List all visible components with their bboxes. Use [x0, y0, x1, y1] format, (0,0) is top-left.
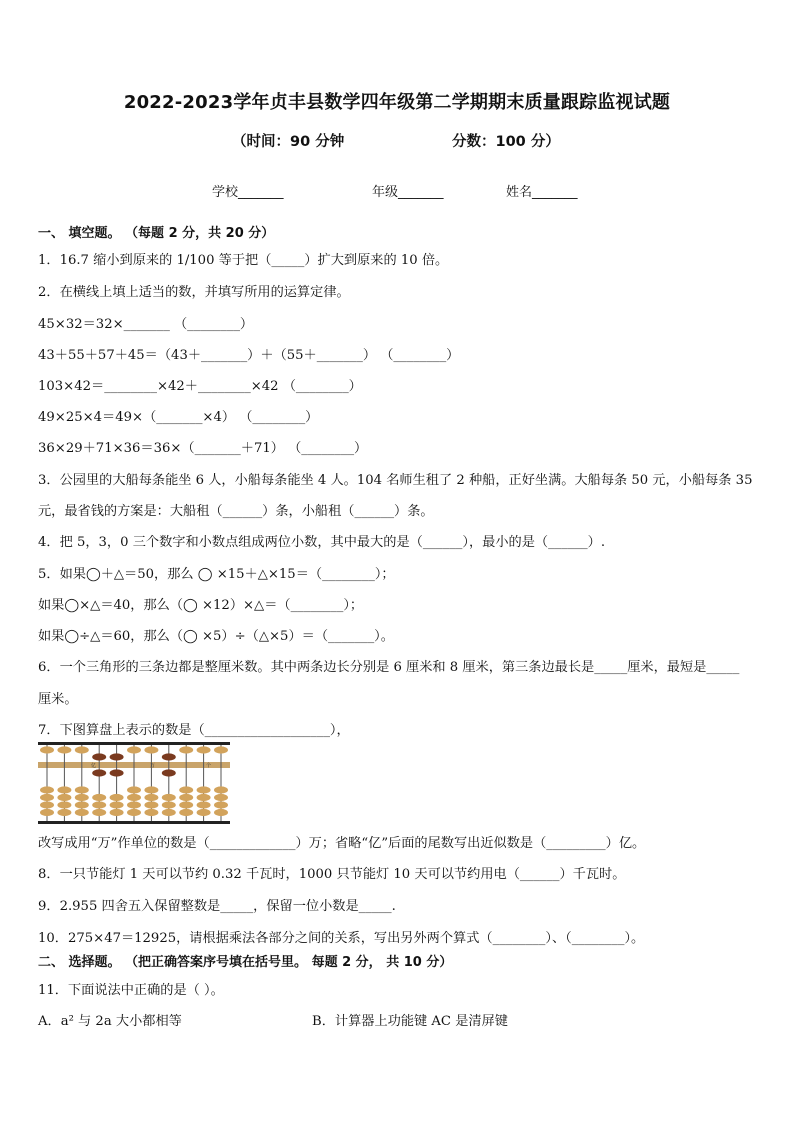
abacus-bead	[57, 786, 71, 793]
question-6-line1: 6．一个三角形的三条边都是整厘米数。其中两条边长分别是 6 厘米和 8 厘米，第三条边最长是_____厘米，最短是_____	[38, 660, 740, 675]
abacus-bead	[110, 753, 124, 760]
abacus-bead	[144, 786, 158, 793]
abacus-bead	[40, 746, 54, 753]
abacus-bead	[92, 801, 106, 808]
abacus-bead	[57, 801, 71, 808]
abacus-bead	[75, 809, 89, 816]
page-title: 2022-2023学年贞丰县数学四年级第二学期期末质量跟踪监视试题	[123, 92, 671, 113]
question-11-option-b: B．计算器上功能键 AC 是清屏键	[312, 1014, 508, 1029]
section-2-heading: 二、 选择题。 （把正确答案序号填在括号里。 每题 2 分， 共 10 分）	[38, 955, 453, 970]
abacus-bead	[179, 794, 193, 801]
abacus-rods	[40, 745, 228, 821]
abacus-bead	[162, 809, 176, 816]
question-2a: 45×32＝32×_______ （________）	[38, 317, 254, 332]
question-2b: 43＋55＋57＋45＝（43＋_______）＋（55＋_______） （________）	[38, 348, 460, 363]
abacus-bead	[144, 794, 158, 801]
abacus-bead	[214, 801, 228, 808]
abacus-bead	[127, 746, 141, 753]
abacus-bottom-frame	[38, 821, 230, 824]
abacus-bead	[57, 809, 71, 816]
abacus-bead	[127, 794, 141, 801]
abacus-bead	[127, 809, 141, 816]
abacus-bead	[57, 794, 71, 801]
abacus-bead	[162, 794, 176, 801]
question-4: 4．把 5，3，0 三个数字和小数点组成两位小数，其中最大的是（______），最小的是（______）.	[38, 535, 606, 550]
abacus-bead	[179, 809, 193, 816]
question-3-line1: 3．公园里的大船每条能坐 6 人，小船每条能坐 4 人。104 名师生租了 2 种船，正好坐满。大船每条 50 元，小船每条 35	[38, 473, 753, 488]
question-9: 9．2.955 四舍五入保留整数是_____，保留一位小数是_____.	[38, 899, 396, 914]
abacus-label-wan: 万	[150, 763, 156, 769]
abacus-bead	[75, 746, 89, 753]
question-5b: 如果◯×△＝40，那么（◯ ×12）×△＝（________）；	[38, 598, 364, 613]
abacus-bead	[75, 794, 89, 801]
school-field: 学校_______	[212, 185, 284, 200]
abacus-bead	[92, 809, 106, 816]
abacus-bead	[75, 801, 89, 808]
abacus-bead	[197, 794, 211, 801]
question-2: 2．在横线上填上适当的数，并填写所用的运算定律。	[38, 285, 350, 300]
question-11: 11．下面说法中正确的是（ ）。	[38, 983, 224, 998]
abacus-bead	[127, 786, 141, 793]
abacus-bead	[197, 746, 211, 753]
question-2d: 49×25×4＝49×（_______×4） （________）	[38, 410, 319, 425]
abacus-bead	[110, 809, 124, 816]
abacus-top-frame	[38, 742, 230, 745]
abacus-bead	[40, 786, 54, 793]
abacus-bead	[144, 809, 158, 816]
abacus-bead	[110, 769, 124, 776]
abacus-bead	[40, 809, 54, 816]
abacus-bead	[197, 786, 211, 793]
abacus-bead	[214, 794, 228, 801]
name-field: 姓名_______	[506, 185, 578, 200]
abacus-bead	[75, 786, 89, 793]
abacus-bead	[92, 794, 106, 801]
abacus-bead	[92, 753, 106, 760]
abacus-bead	[197, 809, 211, 816]
question-10: 10．275×47＝12925，请根据乘法各部分之间的关系，写出另外两个算式（________）、（________）。	[38, 931, 645, 946]
abacus-bead	[179, 801, 193, 808]
abacus-bead	[214, 786, 228, 793]
abacus-bead	[214, 746, 228, 753]
question-5a: 5．如果◯＋△＝50，那么 ◯ ×15＋△×15＝（________）；	[38, 567, 395, 582]
abacus-bead	[92, 769, 106, 776]
question-5c: 如果◯÷△＝60，那么（◯ ×5）÷（△×5）＝（_______）。	[38, 629, 394, 644]
exam-score: 分数：100 分）	[452, 134, 560, 150]
question-3-line2: 元，最省钱的方案是：大船租（______）条，小船租（______）条。	[38, 504, 434, 519]
question-11-option-a: A．a² 与 2a 大小都相等	[38, 1014, 182, 1029]
abacus-bead	[40, 794, 54, 801]
abacus-bead	[57, 746, 71, 753]
question-1: 1．16.7 缩小到原来的 1/100 等于把（_____）扩大到原来的 10 倍。	[38, 253, 449, 268]
abacus-bead	[179, 746, 193, 753]
question-7-line2: 改写成用“万”作单位的数是（_____________）万；省略“亿”后面的尾数写出近似数是（_________）亿。	[38, 836, 646, 851]
abacus-bead	[162, 801, 176, 808]
abacus-bead	[110, 794, 124, 801]
question-2c: 103×42＝________×42＋________×42 （________）	[38, 379, 362, 394]
abacus-bead	[144, 746, 158, 753]
abacus-label-yi: 亿	[91, 763, 97, 769]
question-8: 8．一只节能灯 1 天可以节约 0.32 千瓦时，1000 只节能灯 10 天可以节约用电（______）千瓦时。	[38, 867, 626, 882]
question-6-line2: 厘米。	[38, 692, 78, 707]
abacus-bead	[144, 801, 158, 808]
abacus-bead	[214, 809, 228, 816]
question-7-line1: 7．下图算盘上表示的数是（___________________），	[38, 723, 350, 738]
abacus-bead	[162, 753, 176, 760]
abacus-bead	[197, 801, 211, 808]
abacus-label-ge: 个	[206, 763, 212, 769]
abacus-bead	[179, 786, 193, 793]
abacus-bead	[40, 801, 54, 808]
section-1-heading: 一、 填空题。 （每题 2 分，共 20 分）	[38, 226, 275, 241]
abacus-image	[38, 742, 230, 824]
abacus-bead	[110, 801, 124, 808]
abacus-bead	[127, 801, 141, 808]
question-2e: 36×29＋71×36＝36×（_______＋71） （________）	[38, 441, 368, 456]
abacus-bead	[162, 769, 176, 776]
grade-field: 年级_______	[372, 185, 444, 200]
exam-time: （时间：90 分钟	[232, 134, 345, 150]
